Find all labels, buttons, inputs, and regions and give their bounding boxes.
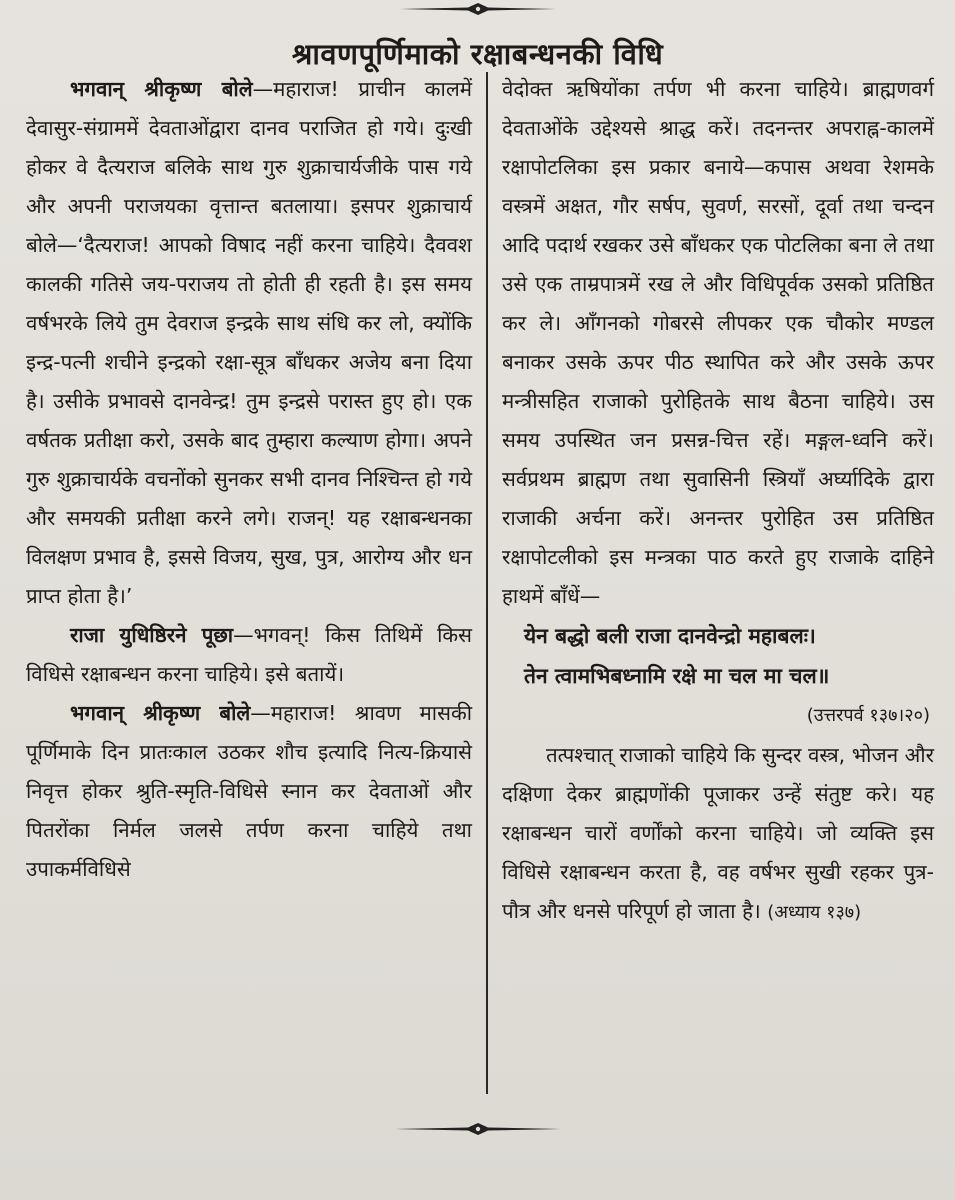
paragraph-text: —महाराज! श्रावण मासकी पूर्णिमाके दिन प्रातःकाल उठकर शौच इत्यादि नित्य-क्रियासे निवृत्त होकर श्रुति-स्मृति-विधिसे स्नान कर देवताओं और पितरोंका निर्मल जलसे तर्पण करना चाहिये तथा उपाकर्मविधिसे	[26, 701, 472, 881]
paragraph-text: —महाराज! प्राचीन कालमें देवासुर-संग्राममें देवताओंद्वारा दानव पराजित हो गये। दुःखी होकर वे दैत्यराज बलिके साथ गुरु शुक्राचार्यजीके पास गये और अपनी पराजयका वृत्तान्त बतलाया। इसपर शुक्राचार्य बोले—‘दैत्यराज! आपको विषाद नहीं करना चाहिये। दैववश कालकी गतिसे जय-पराजय तो होती ही रहती है। इस समय वर्षभरके लिये तुम देवराज इन्द्रके साथ संधि कर लो, क्योंकि इन्द्र-पत्नी शचीने इन्द्रको रक्षा-सूत्र बाँधकर अजेय बना दिया है। उसीके प्रभावसे दानवेन्द्र! तुम इन्द्रसे परास्त हुए हो। एक वर्षतक प्रतीक्षा करो, उसके बाद तुम्हारा कल्याण होगा। अपने गुरु शुक्राचार्यके वचनोंको सुनकर सभी दानव निश्चिन्त हो गये और समयकी प्रतीक्षा करने लगे। राजन्! यह रक्षाबन्धनका विलक्षण प्रभाव है, इससे विजय, सुख, पुत्र, आरोग्य और धन प्राप्त होता है।’	[26, 77, 472, 608]
mantra-line-2: तेन त्वामभिबध्नामि रक्षे मा चल मा चल॥	[524, 664, 830, 688]
verse-reference: (उत्तरपर्व १३७।२०)	[806, 705, 930, 726]
speaker-label: राजा युधिष्ठिरने पूछा	[70, 623, 234, 647]
right-paragraph-1: वेदोक्त ऋषियोंका तर्पण भी करना चाहिये। ब्राह्मणवर्ग देवताओंके उद्देश्यसे श्राद्ध करें। तदनन्तर अपराह्न-कालमें रक्षापोटलिका इस प्रकार बनाये—कपास अथवा रेशमके वस्त्रमें अक्षत, गौर सर्षप, सुवर्ण, सरसों, दूर्वा तथा चन्दन आदि पदार्थ रखकर उसे बाँधकर एक पोटलिका बना ले तथा उसे एक ताम्रपात्रमें रख ले और विधिपूर्वक उसको प्रतिष्ठित कर ले। आँगनको गोबरसे लीपकर एक चौकोर मण्डल बनाकर उसके ऊपर पीठ स्थापित करे और उसके ऊपर मन्त्रीसहित राजाको पुरोहितके साथ बैठना चाहिये। उस समय उपस्थित जन प्रसन्न-चित्त रहें। मङ्गल-ध्वनि करें। सर्वप्रथम ब्राह्मण तथा सुवासिनी स्त्रियाँ अर्घ्यादिके द्वारा राजाकी अर्चना करें। अनन्तर पुरोहित उस प्रतिष्ठित रक्षापोटलीको इस मन्त्रका पाठ करते हुए राजाके दाहिने हाथमें बाँधें—	[502, 77, 934, 608]
speaker-label: भगवान् श्रीकृष्ण बोले	[70, 77, 253, 101]
paragraph-text: तत्पश्चात् राजाको चाहिये कि सुन्दर वस्त्र, भोजन और दक्षिणा देकर ब्राह्मणोंकी पूजाकर उन्हें संतुष्ट करे। यह रक्षाबन्धन चारों वर्णोंको करना चाहिये। जो व्यक्ति इस विधिसे रक्षाबन्धन करता है, वह वर्षभर सुखी रहकर पुत्र-पौत्र और धनसे परिपूर्ण हो जाता है।	[502, 743, 934, 923]
paragraph-text: —भगवन्! किस तिथिमें किस विधिसे रक्षाबन्धन करना चाहिये। इसे बतायें।	[26, 623, 473, 686]
top-ornament-icon	[398, 2, 558, 16]
left-paragraph-3	[26, 694, 472, 889]
left-paragraph-2	[26, 616, 472, 694]
right-paragraph-2	[502, 736, 934, 932]
left-column	[26, 70, 472, 889]
column-divider	[486, 72, 488, 1094]
left-paragraph-1	[26, 70, 472, 616]
right-column	[502, 70, 934, 932]
speaker-label: भगवान् श्रीकृष्ण बोले	[70, 701, 251, 725]
chapter-reference: (अध्याय १३७)	[767, 902, 862, 923]
bottom-ornament-icon	[393, 1122, 563, 1136]
page-title: श्रावणपूर्णिमाको रक्षाबन्धनकी विधि	[291, 37, 664, 71]
mantra-line-1: येन बद्धो बली राजा दानवेन्द्रो महाबलः।	[524, 624, 816, 648]
